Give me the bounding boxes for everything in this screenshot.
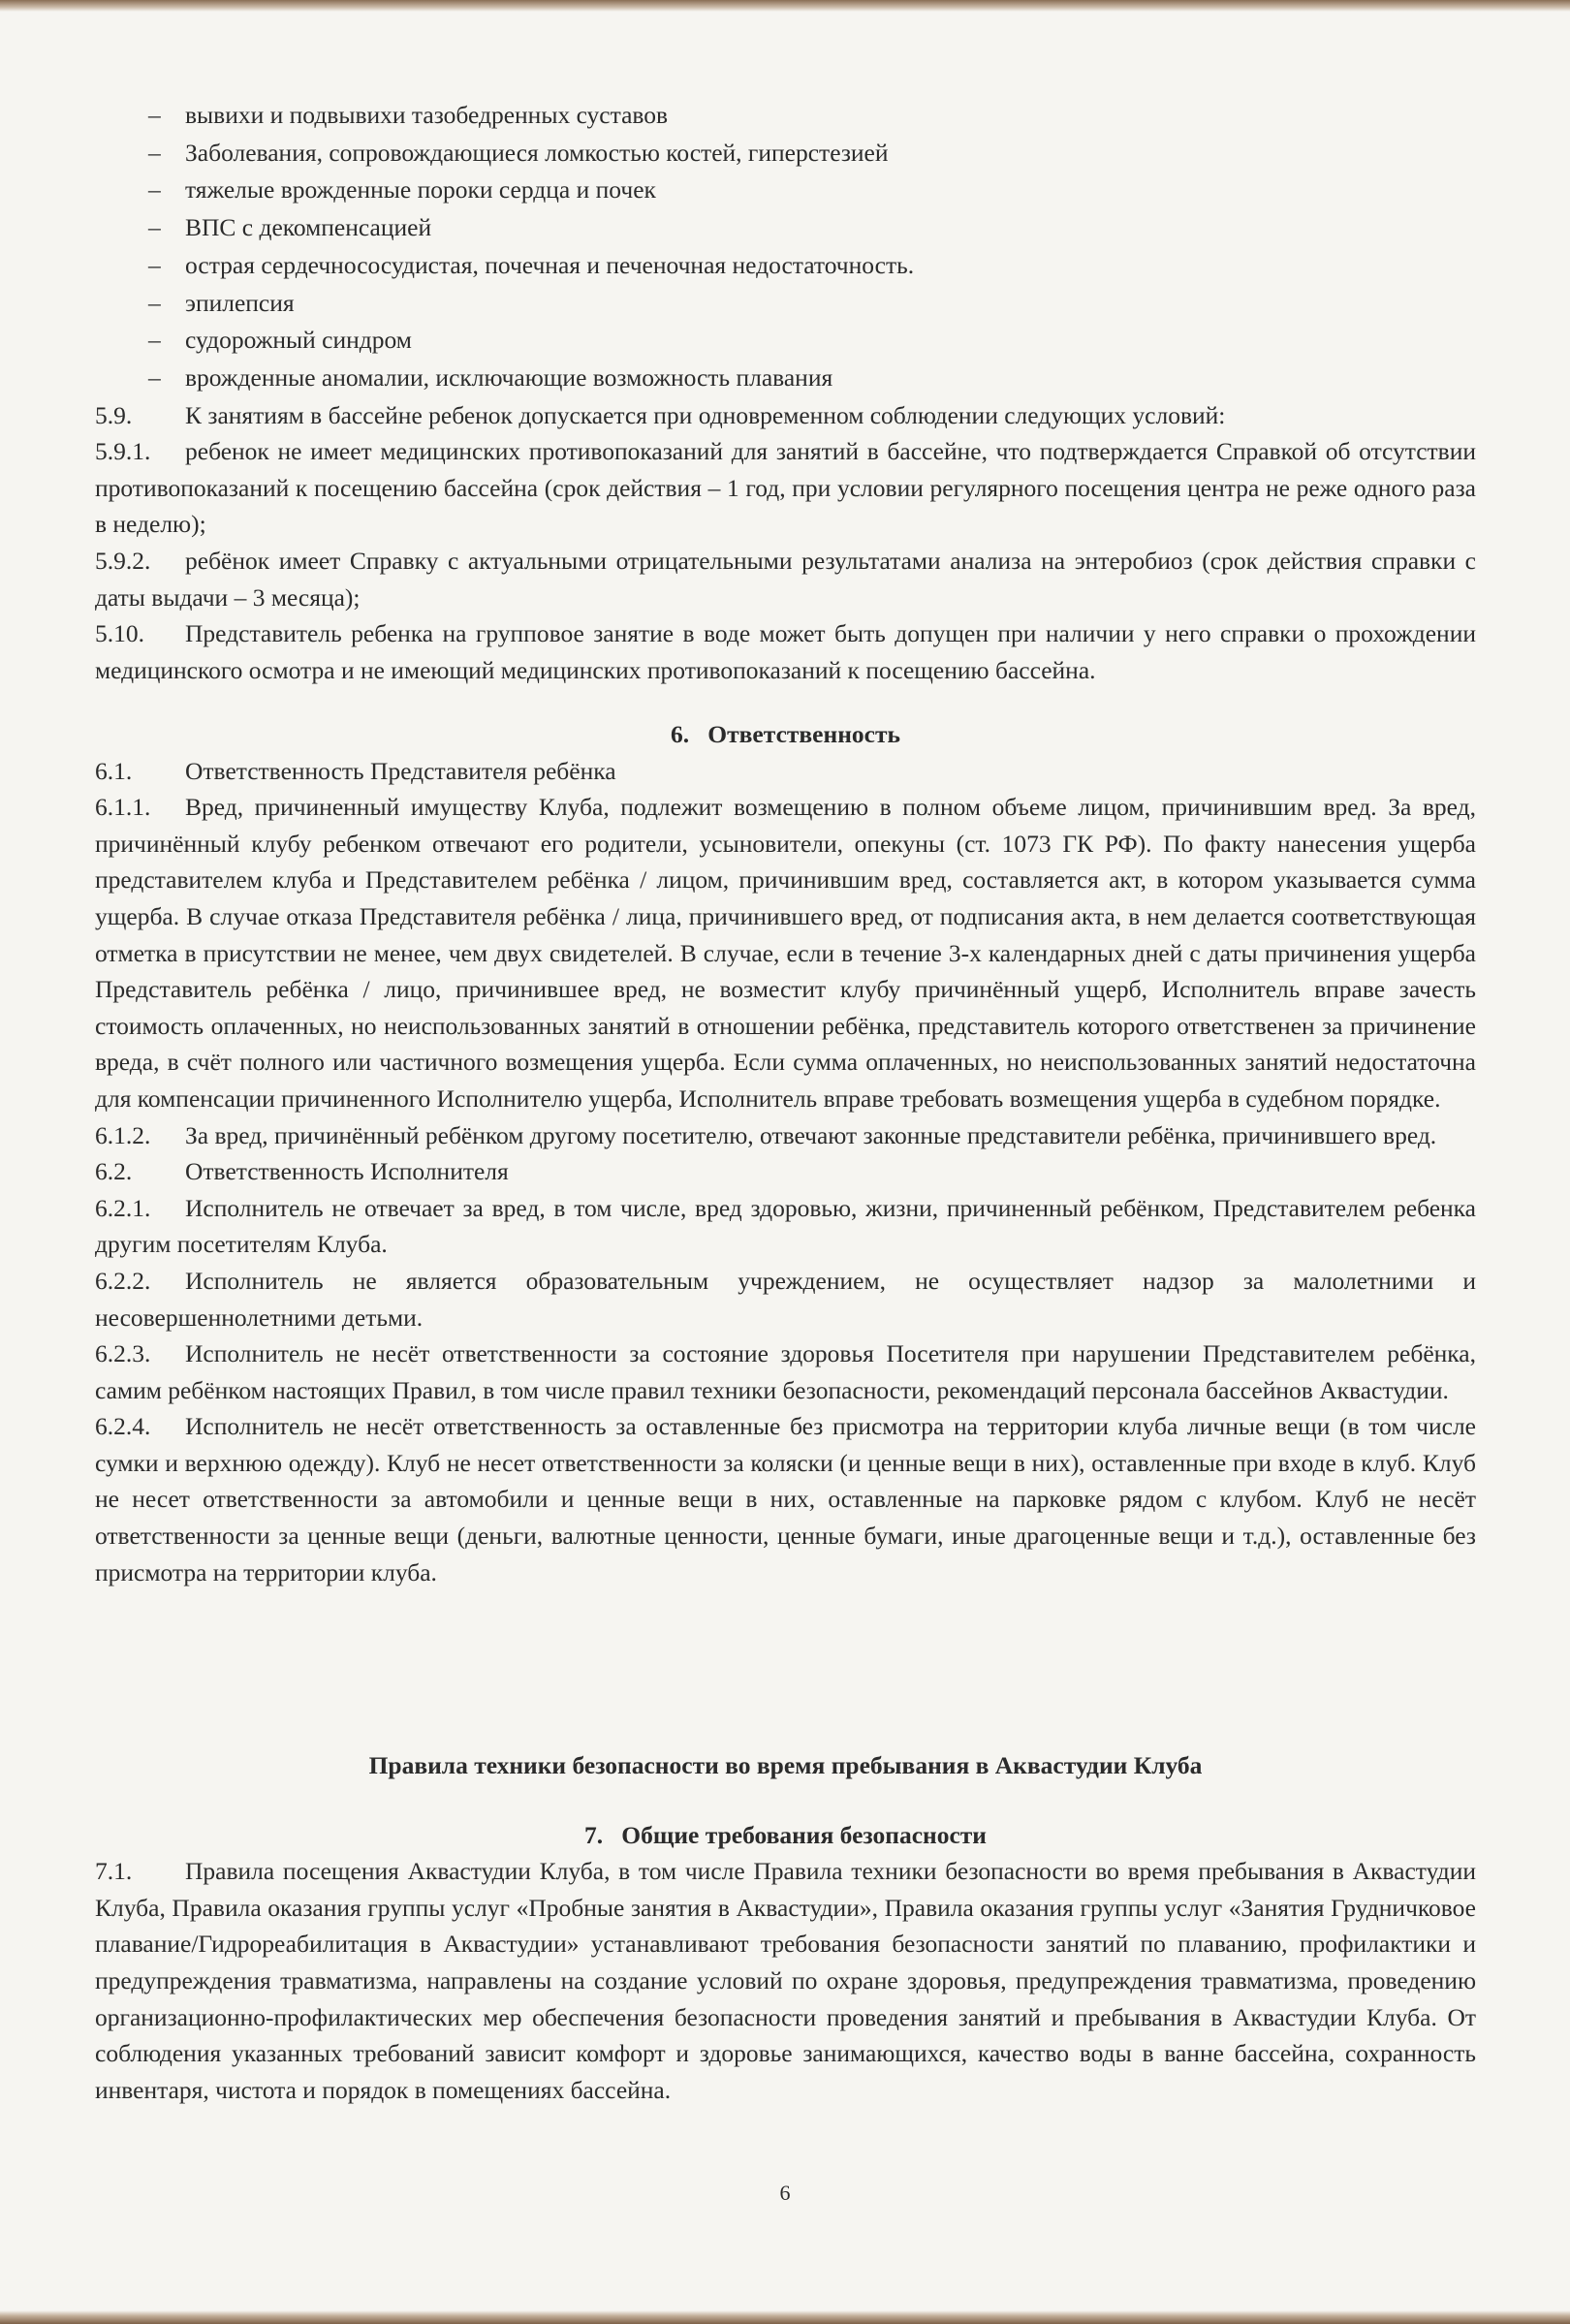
page-number: 6 xyxy=(779,2181,791,2205)
list-item: – врожденные аномалии, исключающие возможность плавания xyxy=(148,362,833,392)
clause-6-1: 6.1. Ответственность Представителя ребёнка xyxy=(95,756,616,785)
scan-edge-top xyxy=(0,0,1570,12)
clause-5-9: 5.9. К занятиям в бассейне ребенок допускается при одновременном соблюдении следующих условий: xyxy=(95,400,1226,429)
section-6 xyxy=(95,716,1476,1590)
clause-6-2-2: 6.2.2. Исполнитель не является образовательным учреждением, не осуществляет надзор за малолетними и несовершеннолетними детьми. xyxy=(95,1266,1476,1332)
scan-edge-bottom xyxy=(0,2310,1570,2324)
list-item: – эпилепсия xyxy=(148,288,295,317)
clause-6-2-4: 6.2.4. Исполнитель не несёт ответственность за оставленные без присмотра на территории клуба личные вещи (в том числе сумки и верхнюю одежду). Клуб не несет ответственности за коляски (и ценные вещи в них), оставленные при входе в клуб. Клуб не несет ответственности за автомобили и ценные вещи в них, оставленные на парковке рядом с клубом. Клуб не несёт ответственности за ценные вещи (деньги, валютные ценности, ценные бумаги, иные драгоценные вещи и т.д.), оставленные без присмотра на территории клуба. xyxy=(95,1412,1476,1586)
section-7-title: 7. Общие требования безопасности xyxy=(583,1820,987,1849)
clause-5-10: 5.10. Представитель ребенка на групповое занятие в воде может быть допущен при наличии у него справки о прохождении медицинского осмотра и не имеющий медицинских противопоказаний к посещению бассейна. xyxy=(95,619,1476,684)
section-5-continuation xyxy=(95,97,1476,688)
clause-7-1: 7.1. Правила посещения Аквастудии Клуба, в том числе Правила техники безопасности во время пребывания в Аквастудии Клуба, Правила оказания группы услуг «Пробные занятия в Аквастудии», Правила оказания группы услуг «Занятия Грудничковое плавание/Гидрореабилитация в Аквастудии» устанавливают требования безопасности занятий по плаванию, профилактики и предупреждения травматизма, направлены на создание условий по охране здоровья, предупреждения травматизма, проведению организационно-профилактических мер обеспечения безопасности проведения занятий и пребывания в Аквастудии Клуба. От соблюдения указанных требований зависит комфорт и здоровье занимающихся, качество воды в ванне бассейна, сохранность инвентаря, чистота и порядок в помещениях бассейна. xyxy=(95,1857,1476,2104)
list-item: – острая сердечнососудистая, почечная и печеночная недостаточность. xyxy=(148,250,915,279)
safety-rules-title: Правила техники безопасности во время пребывания в Аквастудии Клуба xyxy=(368,1751,1203,1779)
clause-5-9-1: 5.9.1. ребенок не имеет медицинских противопоказаний для занятий в бассейне, что подтверждается Справкой об отсутствии противопоказаний к посещению бассейна (срок действия – 1 год, при условии регулярного посещения центра не реже одного раза в неделю); xyxy=(95,437,1476,539)
safety-rules xyxy=(95,1747,1476,2108)
clause-5-9-2: 5.9.2. ребёнок имеет Справку с актуальными отрицательными результатами анализа на энтеробиоз (срок действия справки с даты выдачи – 3 месяца); xyxy=(95,547,1476,612)
clause-6-2-3: 6.2.3. Исполнитель не несёт ответственности за состояние здоровья Посетителя при нарушении Представителем ребёнка, самим ребёнком настоящих Правил, в том числе правил техники безопасности, рекомендаций персонала бассейнов Аквастудии. xyxy=(95,1339,1476,1404)
list-item: – судорожный синдром xyxy=(148,326,412,355)
clause-6-2: 6.2. Ответственность Исполнителя xyxy=(95,1157,509,1186)
contraindications-list xyxy=(95,97,1476,397)
clause-6-1-2: 6.1.2. За вред, причинённый ребёнком другому посетителю, отвечают законные представители ребёнка, причинившего вред. xyxy=(95,1120,1437,1149)
list-item: – Заболевания, сопровождающиеся ломкостью костей, гиперстезией xyxy=(148,138,889,167)
clause-6-2-1: 6.2.1. Исполнитель не отвечает за вред, в том числе, вред здоровью, жизни, причиненный ребёнком, Представителем ребенка другим посетителям Клуба. xyxy=(95,1193,1476,1259)
clause-6-1-1: 6.1.1. Вред, причиненный имуществу Клуба, подлежит возмещению в полном объеме лицом, причинившим вред. За вред, причинённый клубу ребенком отвечают его родители, усыновители, опекуны (ст. 1073 ГК РФ). По факту нанесения ущерба представителем клуба и Представителем ребёнка / лицом, причинившим вред, составляется акт, в котором указывается сумма ущерба. В случае отказа Представителя ребёнка / лица, причинившего вред, от подписания акта, в нем делается соответствующая отметка в присутствии не менее, чем двух свидетелей. В случае, если в течение 3-х календарных дней с даты причинения ущерба Представитель ребёнка / лицо, причинившее вред, не возместит клубу причинённый ущерб, Исполнитель вправе зачесть стоимость оплаченных, но неиспользованных занятий в отношении ребёнка, представитель которого ответственен за причинение вреда, в счёт полного или частичного возмещения ущерба. Если сумма оплаченных, но неиспользованных занятий недостаточна для компенсации причиненного Исполнителю ущерба, Исполнитель вправе требовать возмещения ущерба в судебном порядке. xyxy=(95,793,1476,1113)
section-6-title: 6. Ответственность xyxy=(671,720,900,748)
list-item: – тяжелые врожденные пороки сердца и почек xyxy=(148,175,656,204)
list-item: – вывихи и подвывихи тазобедренных суставов xyxy=(148,101,669,129)
list-item: – ВПС с декомпенсацией xyxy=(148,213,432,242)
